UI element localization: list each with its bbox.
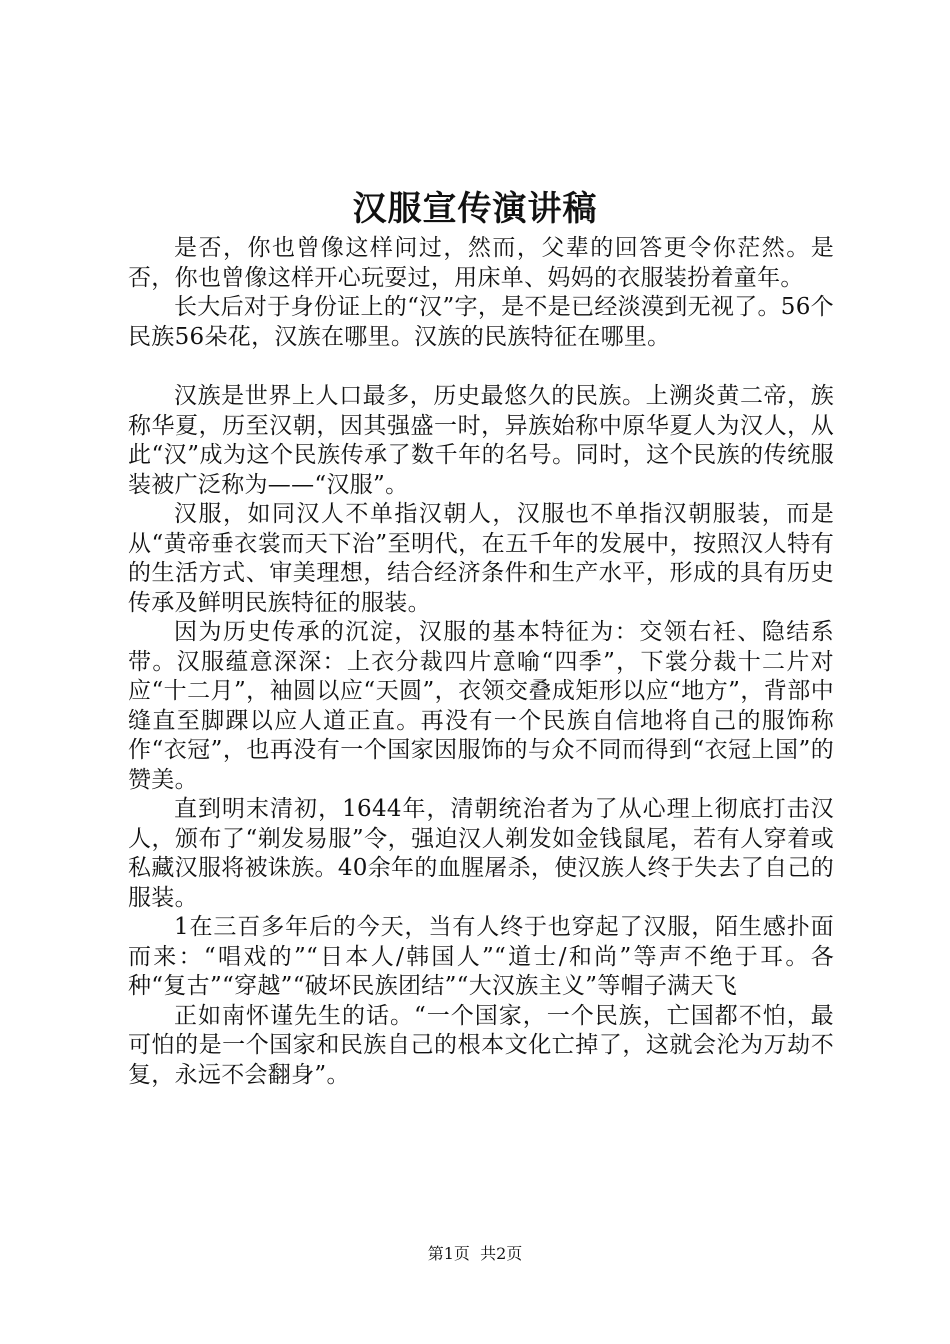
- page-total: 共2页: [480, 1244, 523, 1263]
- paragraph-2: 长大后对于身份证上的“汉”字，是不是已经淡漠到无视了。56个民族56朵花，汉族在哪里。汉族的民族特征在哪里。: [128, 294, 834, 350]
- paragraph-6: 直到明末清初，1644年，清朝统治者为了从心理上彻底打击汉人，颁布了“剃发易服”令，强迫汉人剃发如金钱鼠尾，若有人穿着或私藏汉服将被诛族。40余年的血腥屠杀，使汉族人终于失去了自己的服装。: [128, 796, 834, 911]
- footer-separator: [470, 1244, 480, 1263]
- paragraph-7: 1在三百多年后的今天，当有人终于也穿起了汉服，陌生感扑面而来：“唱戏的”“日本人/韩国人”“道士/和尚”等声不绝于耳。各种“复古”“穿越”“破坏民族团结”“大汉族主义”等帽子满天飞: [128, 914, 834, 999]
- paragraph-5: 因为历史传承的沉淀，汉服的基本特征为：交领右衽、隐结系带。汉服蕴意深深：上衣分裁四片意喻“四季”，下裳分裁十二片对应“十二月”，袖圆以应“天圆”，衣领交叠成矩形以应“地方”，背部中缝直至脚踝以应人道正直。再没有一个民族自信地将自己的服饰称作“衣冠”，也再没有一个国家因服饰的与众不同而得到“衣冠上国”的赞美。: [128, 619, 834, 793]
- paragraph-1: 是否，你也曾像这样问过，然而，父辈的回答更令你茫然。是否，你也曾像这样开心玩耍过，用床单、妈妈的衣服装扮着童年。: [128, 235, 834, 291]
- paragraph-4: 汉服，如同汉人不单指汉朝人，汉服也不单指汉朝服装，而是从“黄帝垂衣裳而天下治”至明代，在五千年的发展中，按照汉人特有的生活方式、审美理想，结合经济条件和生产水平，形成的具有历史传承及鲜明民族特征的服装。: [128, 501, 834, 616]
- document-title: 汉服宣传演讲稿: [352, 189, 598, 229]
- paragraph-3: 汉族是世界上人口最多，历史最悠久的民族。上溯炎黄二帝，族称华夏，历至汉朝，因其强盛一时，异族始称中原华夏人为汉人，从此“汉”成为这个民族传承了数千年的名号。同时，这个民族的传统服装被广泛称为——“汉服”。: [128, 383, 834, 498]
- paragraph-8: 正如南怀谨先生的话。“一个国家，一个民族，亡国都不怕，最可怕的是一个国家和民族自己的根本文化亡掉了，这就会沦为万劫不复，永远不会翻身”。: [128, 1002, 834, 1088]
- page-footer: [0, 1243, 950, 1265]
- document-body: [128, 234, 834, 1090]
- paragraph-spacer: [128, 352, 834, 382]
- page-number: 第1页: [427, 1244, 470, 1263]
